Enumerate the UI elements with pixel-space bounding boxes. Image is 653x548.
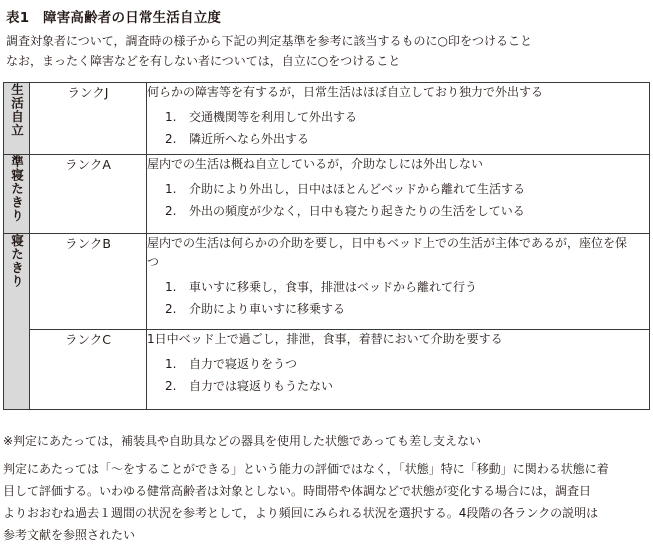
description-cell [147, 234, 650, 330]
description-cell [147, 330, 650, 410]
table-row [4, 234, 650, 330]
independence-table [3, 82, 650, 410]
paragraph-line: 判定にあたっては「～をすることができる」という能力の評価ではなく，「状態」特に「移動」に関わる状態に着 [3, 462, 609, 476]
instructions [6, 31, 532, 71]
list-item: 1. 交通機関等を利用して外出する [165, 110, 358, 124]
category-label: 準寝たきり [9, 155, 25, 223]
rank-cell: ランクB [30, 234, 147, 330]
description-cell [147, 155, 650, 234]
list-item: 1. 自力で寝返りをうつ [165, 357, 298, 371]
category-cell [4, 83, 30, 155]
list-item: 1. 車いすに移乗し，食事，排泄はベッドから離れて行う [165, 280, 478, 294]
rank-cell: ランクJ [30, 83, 147, 155]
list-item: 1. 介助により外出し，日中はほとんどベッドから離れて生活する [165, 182, 526, 196]
rank-cell: ランクA [30, 155, 147, 234]
paragraph-line: 目して評価する。いわゆる健常高齢者は対象としない。時間帯や体調などで状態が変化する場合には，調査日 [3, 484, 592, 498]
category-cell [4, 155, 30, 234]
rank-cell: ランクC [30, 330, 147, 410]
table-row [4, 83, 650, 155]
list-item: 2. 外出の頻度が少なく，日中も寝たり起きたりの生活をしている [165, 204, 525, 218]
criteria-list [147, 353, 649, 397]
list-item: 2. 隣近所へなら外出する [165, 132, 310, 146]
list-item: 2. 自力では寝返りもうたない [165, 379, 334, 393]
rank-description: 何らかの障害等を有するが，日常生活はほぼ自立しており独力で外出する [147, 85, 544, 99]
criteria-list [147, 106, 649, 150]
table-title: 表1 障害高齢者の日常生活自立度 [6, 10, 222, 26]
list-item: 2. 介助により車いすに移乗する [165, 302, 346, 316]
rank-description: 屋内での生活は何らかの介助を要し，日中もベッド上での生活が主体であるが，座位を保つ [147, 236, 628, 269]
criteria-list [147, 178, 649, 222]
rank-description: 1日中ベッド上で過ごし，排泄，食事，着替において介助を要する [147, 332, 503, 346]
criteria-list [147, 276, 649, 320]
category-cell [4, 234, 30, 410]
instruction-line: 調査対象者について，調査時の様子から下記の判定基準を参考に該当するものに○印をつけること [6, 34, 532, 48]
table-row [4, 330, 650, 410]
paragraph-line: よりおおむね過去１週間の状況を参考として，より頻回にみられる状況を選択する。4段階の各ランクの説明は [3, 506, 599, 520]
explanation-paragraph [3, 458, 651, 546]
table-note: ※判定にあたっては，補装具や自助具などの器具を使用した状態であっても差し支えない [3, 434, 481, 448]
instruction-line: なお，まったく障害などを有しない者については，自立に○をつけること [6, 54, 401, 68]
description-cell [147, 83, 650, 155]
rank-description: 屋内での生活は概ね自立しているが，介助なしには外出しない [147, 157, 484, 171]
table-row [4, 155, 650, 234]
paragraph-line: 参考文献を参照されたい [3, 528, 136, 542]
category-label: 寝たきり [9, 234, 25, 288]
category-label: 生活自立 [9, 83, 25, 137]
